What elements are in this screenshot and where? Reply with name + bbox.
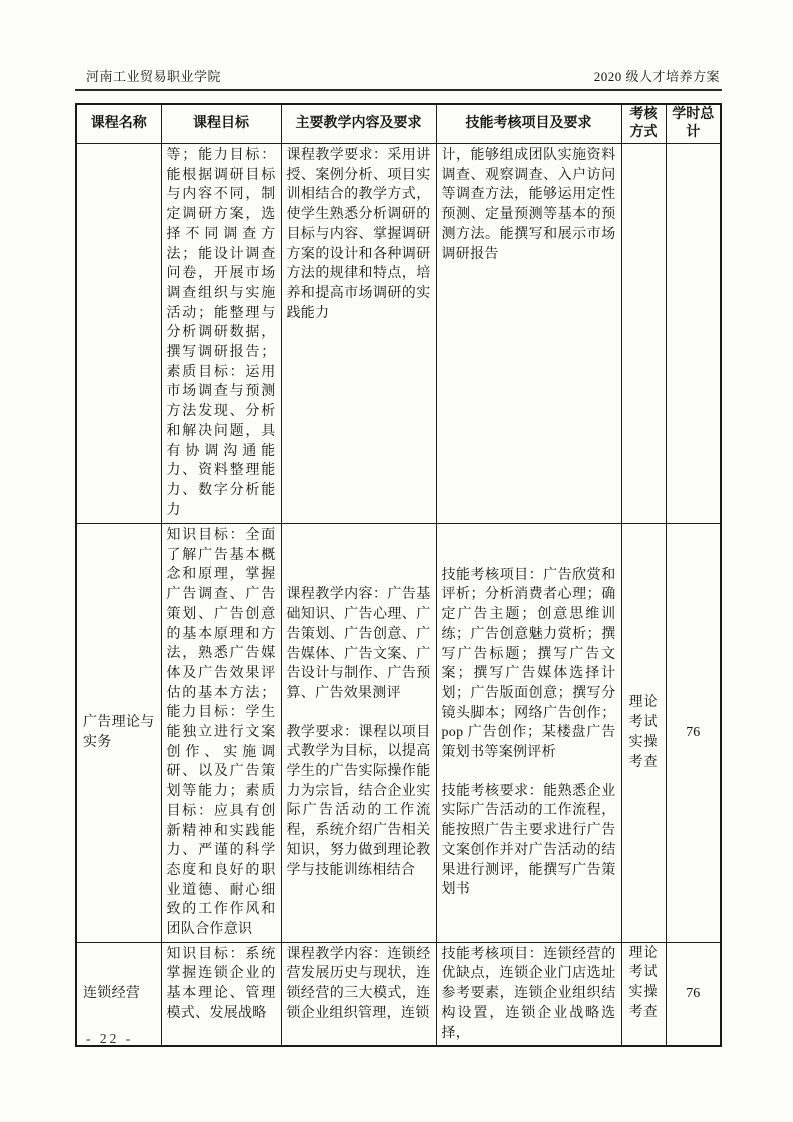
cell-course-name: 广告理论与实务 — [76, 524, 161, 943]
cell-course-objectives — [161, 524, 281, 943]
teaching-requirements-text: 教学要求：课程以项目式教学为目标，以提高学生的广告实际操作能力为宗旨，结合企业实际广告活动的工作流程，系统介绍广告相关知识，努力做到理论教学与技能训练相结合 — [286, 724, 431, 878]
page-number: - 22 - — [86, 1031, 134, 1046]
column-header-hours: 学时总计 — [666, 104, 721, 144]
cell-total-hours: 76 — [666, 524, 721, 943]
teaching-content-text: 课程教学内容：广告基础知识、广告心理、广告策划、广告创意、广告媒体、广告文案、广告设计与制作、广告预算、广告效果测评 — [286, 587, 431, 701]
objectives-text: 知识目标：全面了解广告基本概念和原理，掌握广告调查、广告策划、广告创意的基本原理和方法，熟悉广告媒体及广告效果评估的基本方法；能力目标：学生能独立进行文案创作、实施调研、以及广告策划等能力；素质目标：应具有创新精神和实践能力、严谨的科学态度和良好的职业道德、耐心细致的工作作风和团队合作意识 — [166, 528, 276, 938]
column-header-assessment: 技能考核项目及要求 — [436, 104, 621, 144]
page-header — [86, 66, 720, 85]
cell-course-name — [76, 144, 161, 524]
course-description-table — [75, 103, 722, 1047]
cell-total-hours: 76 — [666, 942, 721, 1046]
column-header-course-name: 课程名称 — [76, 104, 161, 144]
assessment-requirements-text: 技能考核要求：能熟悉企业实际广告活动的工作流程，能按照广告主要求进行广告文案创作并对广告活动的结果进行测评，能撰写广告策划书 — [441, 783, 616, 898]
cell-course-objectives — [161, 942, 281, 1046]
cell-course-name: 连锁经营 — [76, 942, 161, 1046]
table-row-continued — [76, 144, 721, 524]
table-header-row — [76, 104, 721, 144]
header-school-name: 河南工业贸易职业学院 — [86, 69, 222, 84]
cell-course-objectives — [161, 144, 281, 524]
header-divider — [75, 89, 722, 91]
teaching-requirements-text: 课程教学要求：采用讲授、案例分析、项目实训相结合的教学方式，使学生熟悉分析调研的目标与内容、掌握调研方案的设计和各种调研方法的规律和特点，培养和提高市场调研的实践能力 — [286, 148, 431, 321]
cell-teaching-content — [281, 524, 436, 943]
column-header-objectives: 课程目标 — [161, 104, 281, 144]
header-plan-title: 2020 级人才培养方案 — [593, 69, 720, 84]
objectives-text: 等；能力目标：能根据调研目标与内容不同，制定调研方案，选择不同调查方法；能设计调查问卷，开展市场调查组织与实施活动；能整理与分析调研数据，撰写调研报告；素质目标：运用市场调查与预测方法发现、分析和解决问题，具有协调沟通能力、资料整理能力、数字分析能力 — [166, 148, 276, 518]
column-header-content: 主要教学内容及要求 — [281, 104, 436, 144]
table-row-chain-operation — [76, 942, 721, 1046]
cell-total-hours — [666, 144, 721, 524]
assessment-items-text: 技能考核项目：广告欣赏和评析；分析消费者心理；确定广告主题；创意思维训练；广告创意魅力赏析；撰写广告标题；撰写广告文案；撰写广告媒体选择计划；广告版面创意；撰写分镜头脚本；网络广告创作；pop 广告创作；某楼盘广告策划书等案例评析 — [441, 567, 616, 761]
cell-assessment-method: 理论考试实操考查 — [621, 524, 666, 943]
objectives-text: 知识目标：系统掌握连锁企业的基本理论、管理模式、发展战略 — [166, 946, 276, 1021]
assessment-text: 计，能够组成团队实施资料调查、观察调查、入户访问等调查方法，能够运用定性预测、定量预测等基本的预测方法。能撰写和展示市场调研报告 — [441, 148, 616, 262]
cell-teaching-content — [281, 942, 436, 1046]
table-row-advertising — [76, 524, 721, 943]
teaching-content-text: 课程教学内容：连锁经营发展历史与现状，连锁经营的三大模式，连锁企业组织管理，连锁 — [286, 946, 431, 1021]
cell-assessment-method — [621, 144, 666, 524]
column-header-method: 考核方式 — [621, 104, 666, 144]
cell-teaching-content — [281, 144, 436, 524]
assessment-items-text: 技能考核项目：连锁经营的优缺点，连锁企业门店选址参考要素，连锁企业组织结构设置，连锁企业战略选择， — [441, 946, 616, 1041]
cell-skill-assessment — [436, 144, 621, 524]
cell-skill-assessment — [436, 942, 621, 1046]
cell-assessment-method: 理论考试实操考查 — [621, 942, 666, 1046]
cell-skill-assessment — [436, 524, 621, 943]
